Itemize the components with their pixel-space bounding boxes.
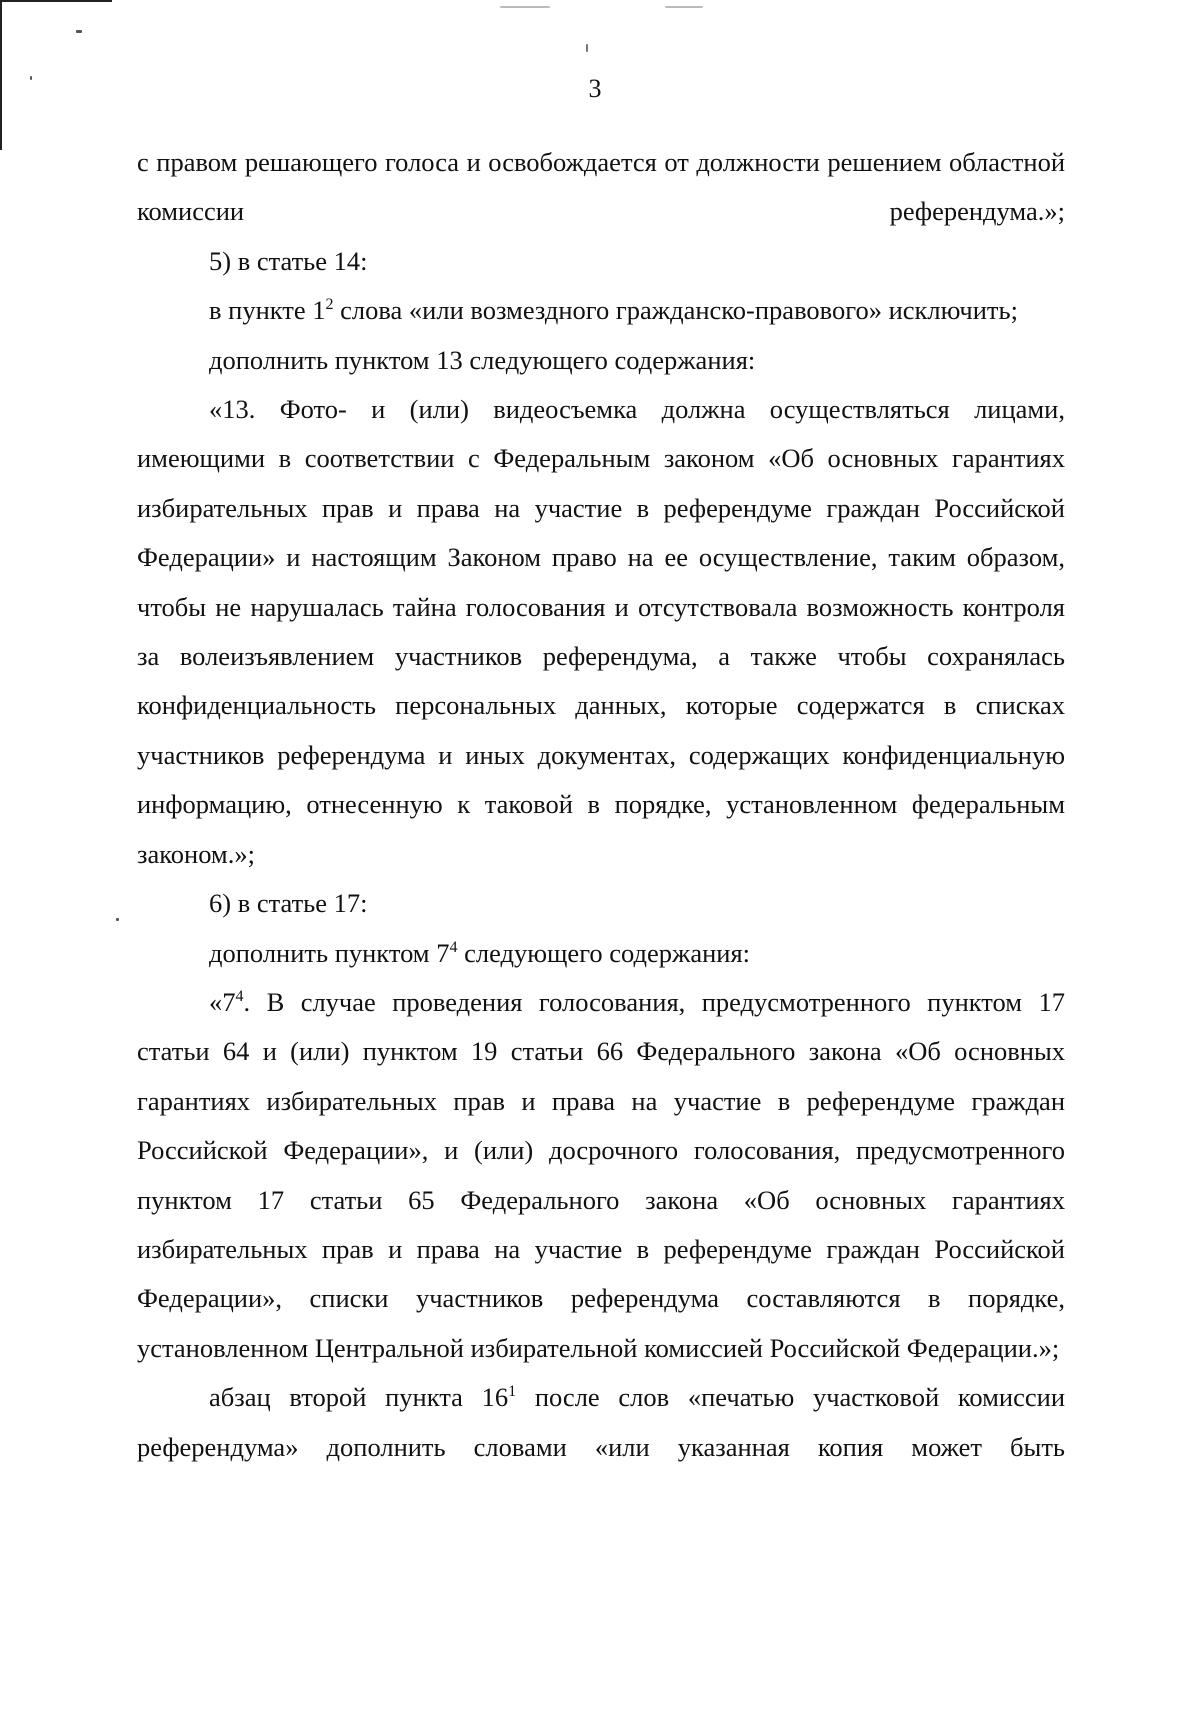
paragraph: «13. Фото- и (или) видеосъемка должна осуществляться лицами, имеющими в соответствии с Федеральным законом «Об основных гарантиях избирательных прав и права на участие в референдуме граждан Российской Федерации» и настоящим Законом право на ее осуществление, таким образом, чтобы не нарушалась тайна голосования и отсутствовала возможность контроля за волеизъявлением участников референдума, а также чтобы сохранялась конфиденциальность персональных данных, которые содержатся в списках участников референдума и иных документах, содержащих конфиденциальную информацию, отнесенную к таковой в порядке, установленном федеральным законом.»;: [137, 394, 1065, 869]
paragraph: в пункте $1^2$ слова «или возмездного гражданско-правового» исключить;: [209, 295, 1018, 326]
paragraph: 5) в статье 14:: [209, 245, 368, 276]
paragraph: «$7^4$. В случае проведения голосования, предусмотренного пунктом 17 статьи 64 и (или) пунктом 19 статьи 66 Федерального закона «Об основных гарантиях избирательных прав и права на участие в референдуме граждан Российской Федерации», и (или) досрочного голосования, предусмотренного пунктом 17 статьи 65 Федерального закона «Об основных гарантиях избирательных прав и права на участие в референдуме граждан Российской Федерации», списки участников референдума составляются в порядке, установленном Центральной избирательной комиссией Российской Федерации.»;: [137, 986, 1065, 1363]
scan-speck: [500, 6, 550, 8]
paragraph: дополнить пунктом 13 следующего содержания:: [209, 344, 756, 375]
scan-speck: [665, 6, 703, 8]
paragraph: с правом решающего голоса и освобождается от должности решением областной комиссии референдума.»;: [137, 147, 1065, 227]
paragraph: 6) в статье 17:: [209, 888, 368, 919]
paragraph: дополнить пунктом $7^4$ следующего содержания:: [209, 937, 751, 968]
scan-speck: [586, 44, 588, 52]
scan-top-edge: [0, 0, 112, 2]
scan-speck: [116, 918, 119, 921]
scan-speck: [76, 30, 82, 33]
paragraph: абзац второй пункта $16^1$ после слов «печатью участковой комиссии референдума» дополнить словами «или указанная копия может быть: [137, 1382, 1066, 1462]
page-number: 3: [588, 74, 602, 103]
document-body: [137, 138, 1065, 1472]
